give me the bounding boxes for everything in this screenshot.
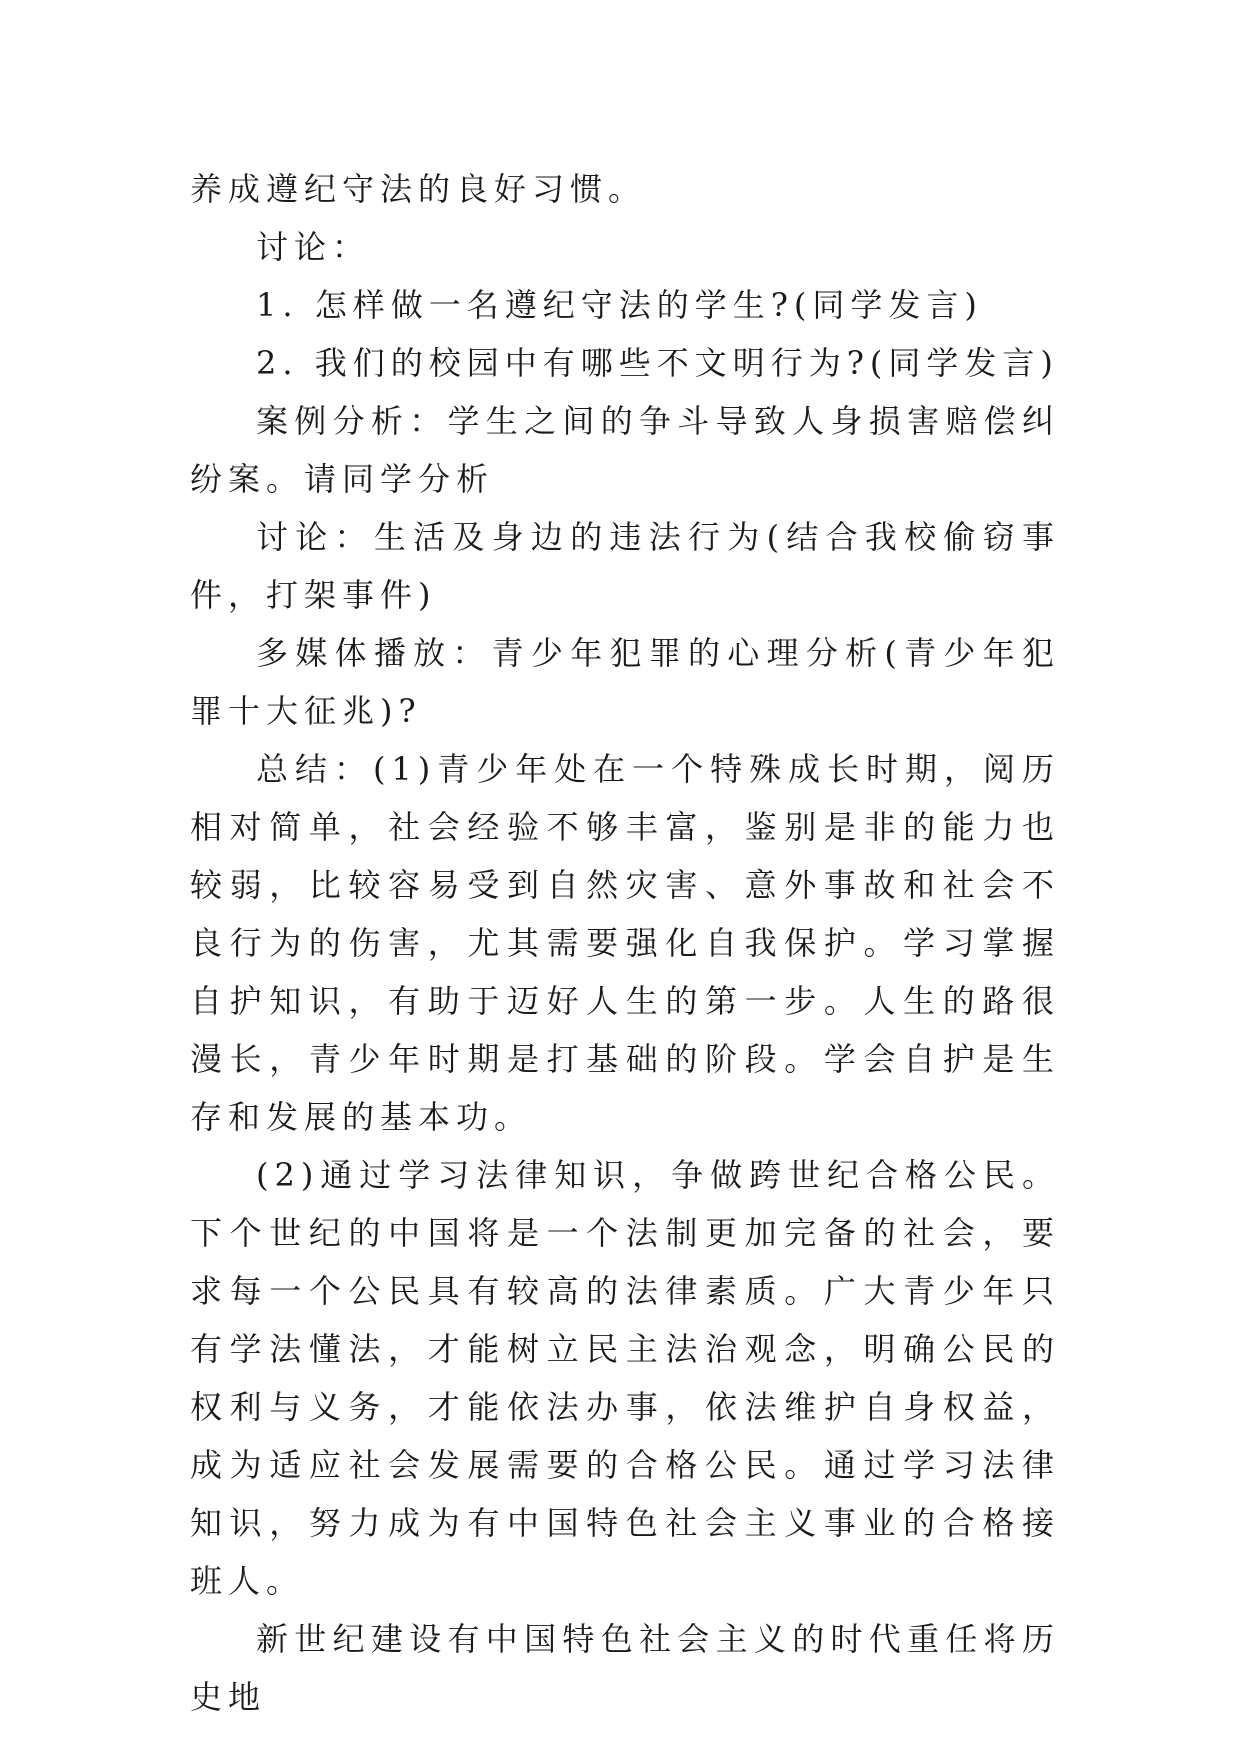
document-page — [190, 160, 1060, 1726]
paragraph-3: 1. 怎样做一名遵纪守法的学生?(同学发言) — [256, 286, 983, 324]
paragraph-2: 讨论： — [256, 228, 371, 266]
paragraph-1: 养成遵纪守法的良好习惯。 — [190, 170, 647, 208]
paragraph-5: 案例分析：学生之间的争斗导致人身损害赔偿纠纷案。请同学分析 — [190, 402, 1060, 498]
paragraph-6: 讨论：生活及身边的违法行为(结合我校偷窃事件，打架事件) — [190, 518, 1060, 614]
paragraph-9: (2)通过学习法律知识，争做跨世纪合格公民。下个世纪的中国将是一个法制更加完备的社会，要求每一个公民具有较高的法律素质。广大青少年只有学法懂法，才能树立民主法治观念，明确公民的权利与义务，才能依法办事，依法维护自身权益，成为适应社会发展需要的合格公民。通过学习法律知识，努力成为有中国特色社会主义事业的合格接班人。 — [190, 1156, 1060, 1600]
paragraph-4: 2. 我们的校园中有哪些不文明行为?(同学发言) — [256, 344, 1059, 382]
paragraph-8: 总结：(1)青少年处在一个特殊成长时期，阅历相对简单，社会经验不够丰富，鉴别是非的能力也较弱，比较容易受到自然灾害、意外事故和社会不良行为的伤害，尤其需要强化自我保护。学习掌握自护知识，有助于迈好人生的第一步。人生的路很漫长，青少年时期是打基础的阶段。学会自护是生存和发展的基本功。 — [190, 750, 1060, 1136]
paragraph-10: 新世纪建设有中国特色社会主义的时代重任将历史地 — [190, 1620, 1060, 1716]
paragraph-7: 多媒体播放：青少年犯罪的心理分析(青少年犯罪十大征兆)? — [190, 634, 1060, 730]
